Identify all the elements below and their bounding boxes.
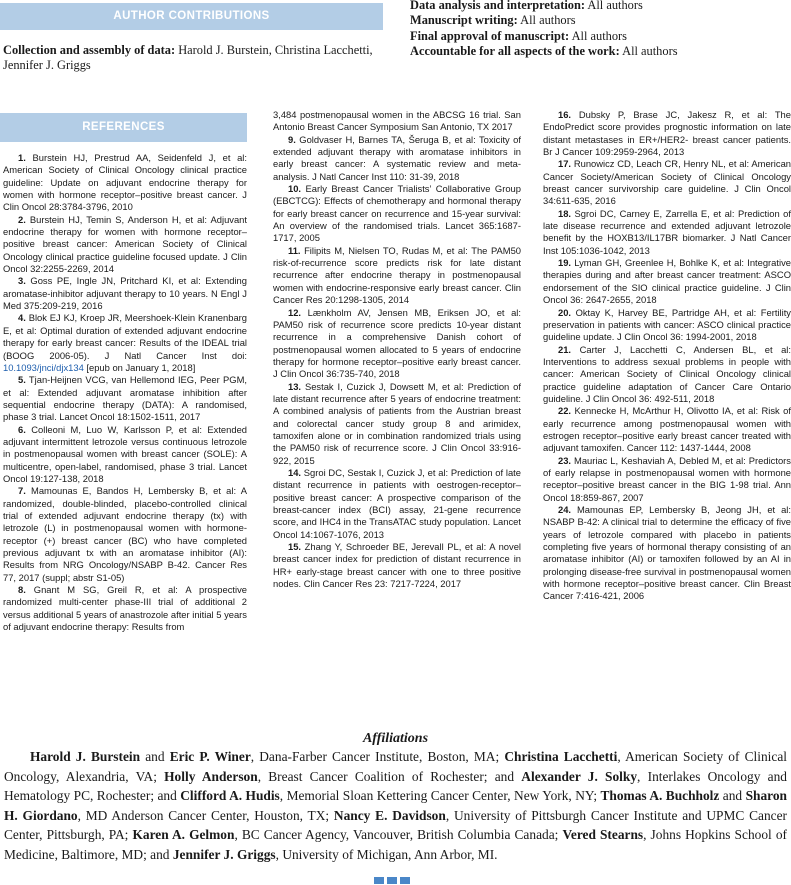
reference-text: 3,484 postmenopausal women in the ABCSG 16 trial. San Antonio Breast Cancer Symposium San Antonio, TX 2017 (273, 109, 521, 133)
reference-text: Sestak I, Cuzick J, Dowsett M, et al: Prediction of late distant recurrence after 5 years of endocrine treatment: A combined analysis of patients from the Austrian breast and colorectal cancer study group 8 and arimidex, tamoxifen alone or in combination randomized trials using the PAM50 risk of recurrence score. J Clin Oncol 33:916-922, 2015 (273, 380, 521, 466)
contribution-value: All authors (517, 13, 576, 28)
reference-number: 24. (558, 504, 572, 515)
reference-text: Oktay K, Harvey BE, Partridge AH, et al: Fertility preservation in patients with cancer: ASCO clinical practice guideline update. J Clin Oncol 36: 1994-2001, 2018 (543, 306, 791, 343)
contributions-left (3, 43, 388, 74)
reference-item (543, 405, 791, 454)
reference-text: Goldvaser H, Barnes TA, Šeruga B, et al: Toxicity of extended adjuvant therapy with aromatase inhibitors in early breast cancer: A systematic review and meta-analysis. J Natl Cancer Inst 110: 31-39, 2018 (273, 133, 521, 182)
affiliation-author: Eric P. Winer (169, 749, 251, 764)
contribution-label: Accountable for all aspects of the work: (410, 44, 620, 59)
reference-text: Mamounas E, Bandos H, Lembersky B, et al: A randomized, double-blinded, placebo-controlled clinical trial of extended adjuvant endocrine therapy (tx) with letrozole (L) in postmenopausal women with hormone-receptor (+) breast cancer (BC) who have completed previous adjuvant tx with an aromatase inhibitor (AI): Results from NRG Oncology/NSABP B-42. Cancer Res 77, 2017 (suppl; abstr S1-05) (3, 485, 247, 583)
footer-decoration (374, 877, 410, 884)
reference-text: Tjan-Heijnen VCG, van Hellemond IEG, Peer PGM, et al: Extended adjuvant aromatase inhibition after sequential endocrine therapy (DATA): A randomised, phase 3 trial. Lancet Oncol 18:1502-1511, 2017 (3, 374, 247, 423)
reference-number: 2. (18, 213, 26, 225)
affiliation-author: Harold J. Burstein (30, 749, 141, 764)
contribution-line (410, 29, 790, 44)
reference-number: 13. (288, 380, 302, 392)
reference-number: 5. (18, 374, 26, 386)
reference-text: Lyman GH, Greenlee H, Bohlke K, et al: Integrative therapies during and after breast cancer treatment: ASCO endorsement of the SIO clinical practice guideline. J Clin Oncol 36: 2647-2655, 2018 (543, 257, 791, 306)
doi-link[interactable]: 10.1093/jnci/djx134 (3, 361, 84, 373)
reference-text: Goss PE, Ingle JN, Pritchard KI, et al: Extending aromatase-inhibitor adjuvant therapy to 10 years. N Engl J Med 375:209-219, 2016 (3, 275, 247, 312)
reference-text: [epub on January 1, 2018] (83, 361, 196, 373)
affiliation-institution: and (140, 749, 170, 764)
contribution-value: All authors (619, 44, 678, 59)
contribution-label: Collection and assembly of data: (3, 43, 176, 57)
reference-item (3, 152, 247, 214)
reference-number: 3. (18, 275, 26, 287)
reference-item (543, 307, 791, 344)
reference-number: 15. (288, 541, 302, 553)
reference-item (3, 485, 247, 584)
references-column-3 (543, 109, 791, 603)
references-header: REFERENCES (0, 113, 247, 142)
reference-number: 4. (18, 312, 26, 324)
affiliation-author: Karen A. Gelmon (132, 827, 235, 843)
affiliation-author: Clifford A. Hudis (180, 788, 280, 804)
footer-square (400, 877, 410, 884)
reference-item (273, 109, 521, 134)
reference-text: Sgroi DC, Carney E, Zarrella E, et al: Prediction of late disease recurrence and extended adjuvant letrozole benefit by the HOXB13/IL17BR biomarker. J Natl Cancer Inst 105:1036-1042, 2013 (543, 207, 791, 256)
reference-item (543, 455, 791, 504)
affiliation-author: Alexander J. Solky (521, 768, 638, 784)
affiliation-institution: , Breast Cancer Coalition of Rochester; and (257, 768, 522, 784)
reference-number: 11. (288, 244, 301, 256)
reference-text: Burstein HJ, Temin S, Anderson H, et al: Adjuvant endocrine therapy for women with hormone receptor–positive breast cancer: American Society of Clinical Oncology clinical practice guideline focused update. J Clin Oncol 32:2255-2269, 2014 (3, 213, 247, 275)
affiliation-institution: , BC Cancer Agency, Vancouver, British Columbia Canada; (234, 827, 563, 843)
affiliation-institution: , Dana-Farber Cancer Institute, Boston, MA; (250, 749, 505, 764)
reference-item (543, 344, 791, 406)
footer-square (387, 877, 397, 884)
affiliation-author: Christina Lacchetti (504, 749, 618, 764)
reference-number: 7. (18, 485, 26, 497)
reference-item (273, 183, 521, 245)
reference-item (3, 584, 247, 633)
reference-number: 14. (288, 466, 302, 478)
reference-item (3, 312, 247, 374)
reference-number: 18. (558, 207, 572, 219)
contribution-value: Harold J. Burstein, Christina Lacchetti, Jennifer J. Griggs (3, 43, 373, 73)
reference-number: 19. (558, 257, 572, 269)
contribution-label: Final approval of manuscript: (410, 28, 570, 43)
affiliation-institution: , MD Anderson Cancer Center, Houston, TX; (77, 807, 334, 823)
affiliation-institution: , University of Michigan, Ann Arbor, MI. (275, 846, 498, 862)
reference-item (543, 208, 791, 257)
reference-item (543, 504, 791, 603)
affiliation-author: Vered Stearns (562, 827, 644, 843)
reference-item (3, 275, 247, 312)
reference-text: Dubsky P, Brase JC, Jakesz R, et al: The EndoPredict score provides prognostic information on late distant metastases in ER+/HER2- breast cancer patients. Br J Cancer 109:2959-2964, 2013 (543, 109, 791, 158)
reference-item (543, 158, 791, 207)
reference-item (543, 257, 791, 306)
reference-item (273, 381, 521, 467)
reference-text: Zhang Y, Schroeder BE, Jerevall PL, et al: A novel breast cancer index for prediction of distant recurrence in HR+ early-stage breast cancer with one to three positive nodes. Clin Cancer Res 23: 7217-7224, 2017 (273, 541, 521, 590)
affiliations-title: Affiliations (362, 731, 429, 746)
contribution-line (410, 44, 790, 59)
reference-text: Mauriac L, Keshaviah A, Debled M, et al: Predictors of early relapse in postmenopausal women with hormone receptor–positive breast cancer in the BIG 1-98 trial. Ann Oncol 18:859-867, 2007 (543, 454, 791, 503)
reference-text: Carter J, Lacchetti C, Andersen BL, et al: Interventions to address sexual problems in people with cancer: American Society of Clinical Oncology clinical practice guideline adaptation of Cancer Care Ontario guideline. J Clin Oncol 36: 492-511, 2018 (543, 343, 791, 404)
reference-number: 1. (18, 152, 26, 163)
affiliation-author: Thomas A. Buchholz (600, 788, 720, 804)
reference-number: 21. (558, 343, 572, 355)
affiliation-institution: , Johns Hopkins School of Medicine, Baltimore, MD; and (4, 827, 787, 862)
references-column-2 (273, 109, 521, 590)
reference-text: Runowicz CD, Leach CR, Henry NL, et al: American Cancer Society/American Society of Clinical Oncology breast cancer survivorship care guideline. J Clin Oncol 34:611-635, 2016 (543, 158, 791, 207)
reference-text: Sgroi DC, Sestak I, Cuzick J, et al: Prediction of late distant recurrence in patients with oestrogen-receptor–positive breast cancer: A prospective comparison of the breast-cancer index (BCI) assay, 21-gene recurrence score, and IHC4 in the TransATAC study population. Lancet Oncol 14:1067-1076, 2013 (273, 466, 521, 540)
reference-number: 12. (288, 306, 302, 318)
reference-text: Gnant M SG, Greil R, et al: A prospective randomized multi-center phase-III trial of additional 2 versus additional 5 years of anastrozole after initial 5 years of adjuvant endocrine therapy: Results from (3, 584, 247, 633)
reference-text: Mamounas EP, Lembersky B, Jeong JH, et al: NSABP B-42: A clinical trial to determine the efficacy of five years of letrozole compared with placebo in patients completing five years of hormonal therapy consisting of an aromatase inhibitor (AI) or tamoxifen followed by an AI in prolonging disease-free survival in postmenopausal women with hormone receptor–positive breast cancer. Clin Breast Cancer 7:416-421, 2006 (543, 504, 791, 602)
reference-number: 16. (558, 109, 572, 120)
affiliation-author: Holly Anderson (164, 768, 258, 784)
contribution-label: Manuscript writing: (410, 13, 518, 28)
reference-item (3, 214, 247, 276)
reference-number: 20. (558, 306, 572, 318)
contribution-value: All authors (569, 28, 627, 43)
references-column-1 (3, 152, 247, 633)
affiliation-institution: , American Society of Clinical Oncology, Alexandria, VA; (4, 749, 787, 784)
reference-text: Blok EJ KJ, Kroep JR, Meershoek-Klein Kranenbarg E, et al: Optimal duration of extended adjuvant endocrine therapy for early breast cancer: Results of the IDEAL trial (BOOG 2006-05). J Natl Cancer Inst doi: (3, 312, 247, 361)
contribution-line (410, 0, 790, 13)
affiliation-institution: , Interlakes Oncology and Hematology PC, Rochester; and (4, 768, 787, 804)
reference-item (273, 134, 521, 183)
reference-text: Filipits M, Nielsen TO, Rudas M, et al: The PAM50 risk-of-recurrence score predicts risk for late distant recurrence after endocrine therapy in postmenopausal women with endocrine-responsive early breast cancer. Clin Cancer Res 20:1298-1305, 2014 (273, 244, 521, 306)
reference-number: 8. (18, 584, 26, 596)
affiliations-text (4, 747, 787, 865)
reference-item (3, 424, 247, 486)
reference-item (273, 307, 521, 381)
author-contributions-header: AUTHOR CONTRIBUTIONS (0, 3, 383, 30)
affiliation-author: Nancy E. Davidson (333, 807, 446, 823)
contribution-line (3, 43, 388, 74)
reference-text: Kennecke H, McArthur H, Olivotto IA, et al: Risk of early recurrence among postmenopausal women with estrogen receptor–positive early breast cancer treated with adjuvant tamoxifen. Cancer 112: 1437-1444, 2008 (543, 405, 791, 454)
reference-number: 6. (18, 423, 26, 435)
contribution-value: All authors (584, 0, 643, 12)
contribution-line (410, 13, 790, 28)
contribution-label: Data analysis and interpretation: (410, 0, 585, 12)
reference-item (3, 374, 247, 423)
footer-square (374, 877, 384, 884)
affiliation-institution: , Memorial Sloan Kettering Cancer Center, New York, NY; (279, 788, 601, 804)
affiliation-institution: and (719, 788, 746, 804)
contributions-right (410, 0, 790, 60)
reference-number: 17. (558, 158, 572, 170)
reference-text: Colleoni M, Luo W, Karlsson P, et al: Extended adjuvant intermittent letrozole versus continuous letrozole in postmenopausal women with breast cancer (SOLE): A multicentre, open-label, randomised, phase 3 trial. Lancet Oncol 19:127-138, 2018 (3, 423, 247, 484)
affiliation-institution: , University of Pittsburgh Cancer Institute and UPMC Cancer Center, Pittsburgh, PA; (4, 807, 788, 843)
reference-item (543, 109, 791, 158)
reference-text: Lænkholm AV, Jensen MB, Eriksen JO, et al: PAM50 risk of recurrence score predicts 10-year distant recurrence in a comprehensive Danish cohort of postmenopausal women allocated to 5 years of endocrine therapy for hormone receptor–positive early breast cancer. J Clin Oncol 36:735-740, 2018 (273, 306, 521, 380)
reference-text: Burstein HJ, Prestrud AA, Seidenfeld J, et al: American Society of Clinical Oncology clinical practice guideline: Update on adjuvant endocrine therapy for women with hormone receptor–positive breast cancer. J Clin Oncol 28:3784-3796, 2010 (3, 152, 247, 213)
reference-number: 9. (288, 133, 296, 145)
reference-item (273, 541, 521, 590)
reference-item (273, 245, 521, 307)
reference-number: 22. (558, 405, 572, 417)
affiliation-author: Jennifer J. Griggs (172, 846, 276, 862)
affiliation-author: Sharon H. Giordano (4, 788, 787, 823)
reference-item (273, 467, 521, 541)
reference-text: Early Breast Cancer Trialists’ Collaborative Group (EBCTCG): Effects of chemotherapy and hormonal therapy for early breast cancer on recurrence and 15-year survival: An overview of the randomised trials. Lancet 365:1687-1717, 2005 (273, 183, 521, 244)
reference-number: 23. (558, 454, 572, 466)
reference-number: 10. (288, 183, 302, 195)
